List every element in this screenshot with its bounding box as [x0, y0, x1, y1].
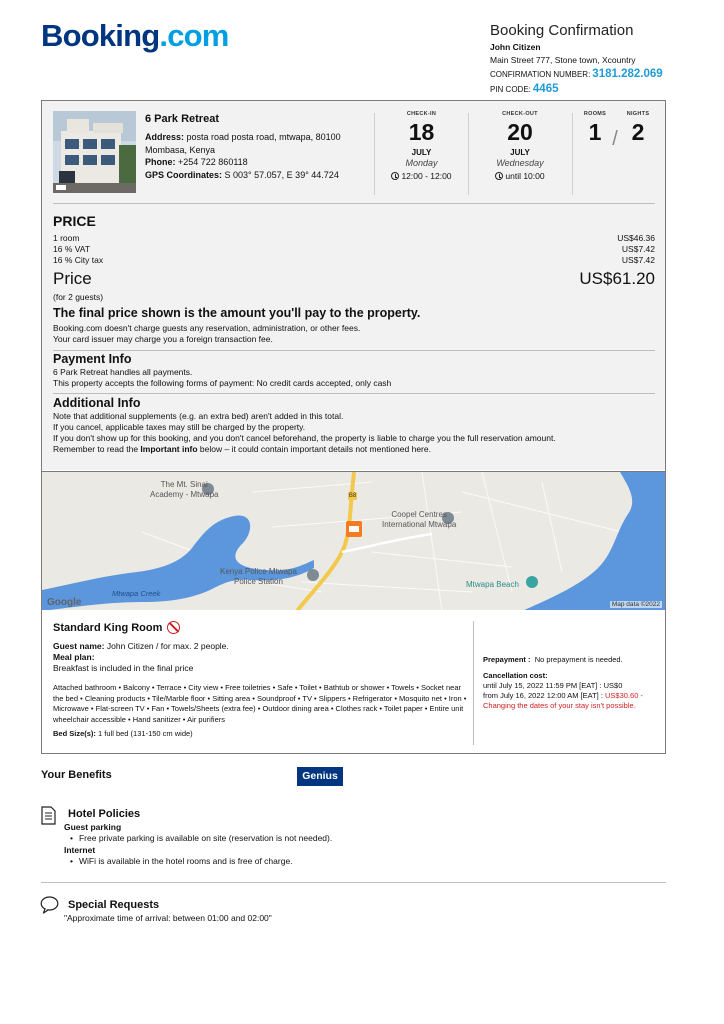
- clock-icon: [495, 172, 503, 180]
- document-icon: [41, 806, 56, 825]
- guest-name: John Citizen: [490, 42, 541, 52]
- confirmation-number: 3181.282.069: [592, 68, 663, 80]
- booking-details-box: [41, 100, 666, 754]
- hotel-gps: GPS Coordinates: S 003° 57.057, E 39° 44.724: [145, 169, 339, 180]
- additional-info-text: Note that additional supplements (e.g. an extra bed) aren't added in this total. If you cancel, applicable taxes may still be charged by the property. If you don't show up for this booking, and you don't cancel beforehand, the property is liable to charge you the full reservation amount. Remember to read the Important info below – it could contain important details not mentioned here.: [53, 411, 556, 454]
- price-line: 16 % VAT US$7.42: [53, 244, 655, 254]
- pin-code-row: PIN CODE: 4465: [490, 83, 559, 95]
- road-badge: B8: [348, 493, 357, 499]
- room-policies: [483, 655, 661, 711]
- rooms: ROOMS 1: [580, 111, 610, 147]
- location-map[interactable]: [42, 471, 665, 610]
- divider: [41, 882, 666, 883]
- rooms-nights-slash: /: [612, 128, 618, 150]
- special-requests-title: Special Requests: [68, 899, 160, 911]
- guest-address: Main Street 777, Stone town, Xcountry: [490, 55, 636, 65]
- meal-plan: Meal plan: Breakfast is included in the final price: [53, 652, 194, 673]
- divider: [53, 203, 655, 204]
- parking-label: Guest parking: [64, 822, 122, 832]
- divider: [53, 393, 655, 394]
- total-price: Price US$61.20: [53, 269, 655, 288]
- divider: [572, 113, 573, 195]
- cancellation-cost: Cancellation cost: until July 15, 2022 11:59 PM [EAT] : US$0 from July 16, 2022 12:00 AM [EAT] : US$30.60 - Changing the dates of your stay isn't possible.: [483, 671, 643, 710]
- map-label-academy: The Mt. Sinai Academy - Mtwapa: [150, 480, 219, 499]
- map-label-police: Kenya Police Mtwapa Police Station: [220, 567, 297, 586]
- hotel-info: [145, 131, 375, 181]
- payment-info-text: 6 Park Retreat handles all payments. This property accepts the following forms of payment: No credit cards accepted, only cash: [53, 367, 392, 388]
- hotel-name: 6 Park Retreat: [145, 113, 219, 125]
- confirmation-number-row: CONFIRMATION NUMBER: 3181.282.069: [490, 68, 663, 80]
- divider: [53, 350, 655, 351]
- hotel-policies-title: Hotel Policies: [68, 808, 141, 820]
- genius-badge: Genius: [297, 767, 343, 786]
- clock-icon: [391, 172, 399, 180]
- booking-summary: [42, 101, 665, 470]
- additional-info-title: Additional Info: [53, 396, 141, 410]
- hotel-phone: Phone: +254 722 860118: [145, 157, 248, 167]
- final-price-heading: The final price shown is the amount you'll pay to the property.: [53, 306, 421, 320]
- bed-size: Bed Size(s): 1 full bed (131-150 cm wide): [53, 729, 193, 738]
- nights-count: 2: [631, 119, 645, 145]
- map-label-coopel: Coopel Centres International Mtwapa: [382, 510, 457, 529]
- payment-info-title: Payment Info: [53, 352, 132, 366]
- speech-bubble-icon: [40, 896, 59, 914]
- booking-logo: Booking.com: [41, 18, 229, 53]
- price-title: PRICE: [53, 213, 96, 229]
- guests-note: (for 2 guests): [53, 292, 104, 302]
- room-title: Standard King Room: [53, 621, 473, 634]
- room-guest: Guest name: John Citizen / for max. 2 people.: [53, 641, 229, 651]
- room-section: [42, 611, 665, 754]
- price-line: 1 room US$46.36: [53, 233, 655, 243]
- benefits-title: Your Benefits: [41, 769, 112, 781]
- parking-item: • Free private parking is available on site (reservation is not needed).: [70, 833, 332, 844]
- room-details: [53, 621, 473, 739]
- total-price-value: US$61.20: [579, 269, 655, 288]
- pin-code: 4465: [532, 83, 559, 95]
- final-price-note: Booking.com doesn't charge guests any reservation, administration, or other fees. Your card issuer may charge you a foreign transaction fee.: [53, 323, 361, 344]
- hotel-address: Address: posta road posta road, mtwapa, 80100 Mombasa, Kenya: [145, 132, 341, 155]
- map-attribution: Map data ©2022: [611, 601, 660, 608]
- price-line: 16 % City tax US$7.42: [53, 255, 655, 265]
- check-in-day: 18: [408, 119, 435, 145]
- special-requests-text: "Approximate time of arrival: between 01:00 and 02:00": [64, 913, 272, 923]
- rooms-count: 1: [588, 119, 602, 145]
- divider: [473, 621, 474, 745]
- google-logo: Google: [47, 597, 82, 608]
- room-amenities: Attached bathroom • Balcony • Terrace • City view • Free toiletries • Safe • Toilet • Bathtub or shower • Towels • Socket near the bed • Cleaning products • Tile/Marble floor • Sitting area • Soundproof • TV • Slippers • Refrigerator • Mosquito net • Iron • Microwave • Flat-screen TV • Fan • Towels/Sheets (extra fee) • Outdoor dining area • Clothes rack • Toilet paper • Entire unit wheelchair accessible • Hand sanitizer • Air purifiers: [53, 683, 467, 724]
- map-label-beach: Mtwapa Beach: [466, 580, 519, 589]
- internet-item: • WiFi is available in the hotel rooms and is free of charge.: [70, 856, 293, 867]
- internet-label: Internet: [64, 845, 96, 855]
- nights: NIGHTS 2: [622, 111, 654, 147]
- check-out: CHECK-OUT 20 JULY Wednesday until 10:00: [469, 111, 571, 181]
- prepayment: Prepayment : No prepayment is needed.: [483, 655, 623, 664]
- confirmation-header: [490, 22, 710, 97]
- no-smoking-icon: [167, 621, 180, 634]
- hotel-photo: [53, 111, 136, 193]
- map-label-creek: Mtwapa Creek: [112, 589, 161, 598]
- confirmation-heading: Booking Confirmation: [490, 22, 634, 39]
- check-in: CHECK-IN 18 JULY Monday 12:00 - 12:00: [375, 111, 468, 181]
- check-out-day: 20: [507, 119, 533, 145]
